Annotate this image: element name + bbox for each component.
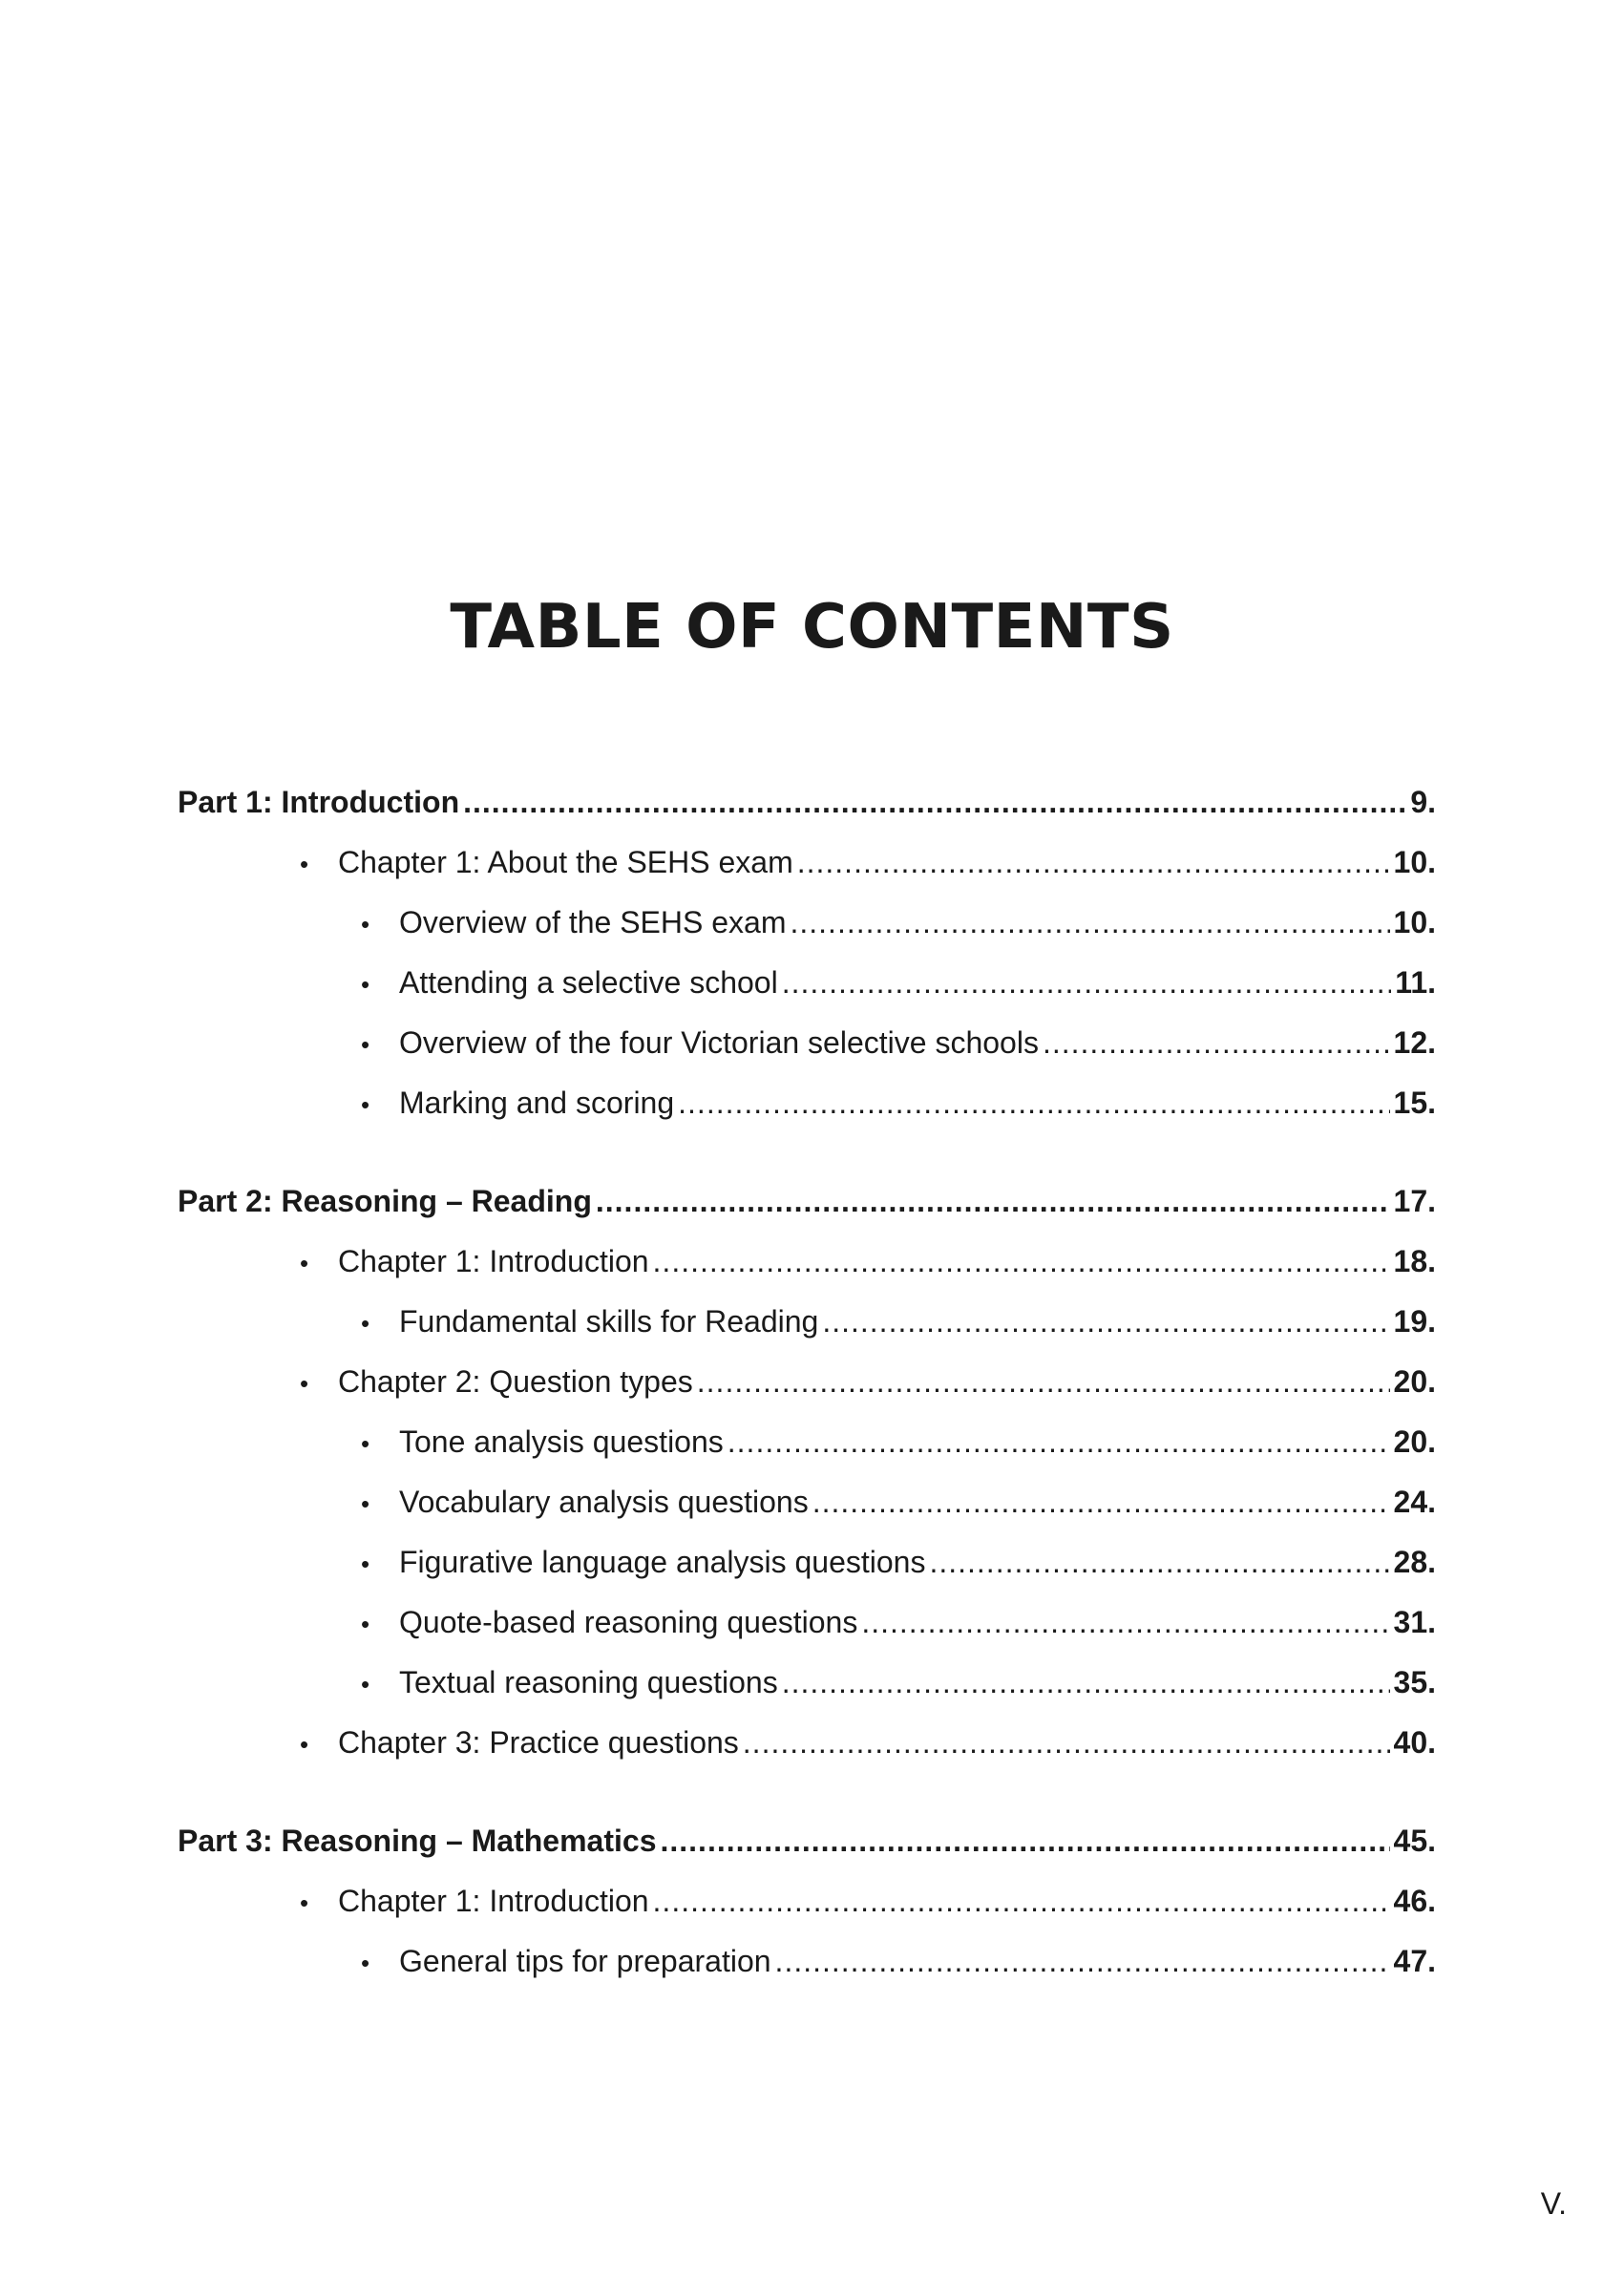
dot-leader xyxy=(678,1082,1389,1124)
toc-entry-page-number: 40. xyxy=(1393,1725,1436,1760)
toc-entry-label: Fundamental skills for Reading xyxy=(399,1304,819,1339)
dot-leader xyxy=(861,1601,1389,1643)
bullet-icon: • xyxy=(361,970,370,999)
toc-part-entry[interactable] xyxy=(178,1180,1436,1222)
toc-entry-page-number: 31. xyxy=(1393,1605,1436,1639)
toc-entry-page-number: 45. xyxy=(1393,1824,1436,1858)
dot-leader xyxy=(782,961,1392,1003)
dot-leader xyxy=(797,841,1390,883)
toc-entry-page-number: 28. xyxy=(1393,1545,1436,1579)
toc-section-entry[interactable] xyxy=(178,1940,1436,1982)
toc-entry-label: Chapter 2: Question types xyxy=(338,1364,693,1399)
page-title: TABLE OF CONTENTS xyxy=(450,592,1174,663)
bullet-icon: • xyxy=(361,1949,370,1977)
dot-leader xyxy=(822,1300,1389,1342)
toc-entry-label: Part 3: Reasoning – Mathematics xyxy=(178,1824,657,1858)
toc-entry-page-number: 46. xyxy=(1393,1884,1436,1918)
toc-section-entry[interactable] xyxy=(178,1421,1436,1463)
toc-section-entry[interactable] xyxy=(178,1661,1436,1703)
toc-entry-page-number: 19. xyxy=(1393,1304,1436,1339)
bullet-icon: • xyxy=(361,910,370,939)
bullet-icon: • xyxy=(361,1090,370,1119)
toc-entry-page-number: 15. xyxy=(1393,1086,1436,1120)
toc-entry-page-number: 35. xyxy=(1393,1665,1436,1699)
toc-chapter-entry[interactable] xyxy=(178,1880,1436,1922)
toc-entry-label: Chapter 1: Introduction xyxy=(338,1244,649,1278)
toc-section-entry[interactable] xyxy=(178,1601,1436,1643)
toc-entry-label: Overview of the four Victorian selective schools xyxy=(399,1025,1039,1060)
dot-leader xyxy=(790,901,1389,943)
toc-chapter-entry[interactable] xyxy=(178,841,1436,883)
toc-entry-page-number: 12. xyxy=(1393,1025,1436,1060)
toc-entry-label: Tone analysis questions xyxy=(399,1424,724,1459)
dot-leader xyxy=(1043,1022,1390,1064)
toc-section-entry[interactable] xyxy=(178,1082,1436,1124)
toc-entry-page-number: 47. xyxy=(1393,1944,1436,1978)
dot-leader xyxy=(653,1240,1390,1282)
bullet-icon: • xyxy=(300,1369,309,1398)
bullet-icon: • xyxy=(300,1249,309,1277)
toc-entry-label: General tips for preparation xyxy=(399,1944,771,1978)
bullet-icon: • xyxy=(361,1309,370,1338)
toc-section-entry[interactable] xyxy=(178,961,1436,1003)
dot-leader xyxy=(812,1481,1390,1523)
toc-part-entry[interactable] xyxy=(178,781,1436,823)
toc-entry-page-number: 11. xyxy=(1395,965,1436,1000)
dot-leader xyxy=(743,1721,1390,1763)
dot-leader xyxy=(697,1360,1390,1403)
toc-entry-label: Quote-based reasoning questions xyxy=(399,1605,858,1639)
toc-entry-label: Chapter 1: Introduction xyxy=(338,1884,649,1918)
page-number: V. xyxy=(1540,2186,1567,2221)
toc-part-entry[interactable] xyxy=(178,1820,1436,1862)
toc-section-entry[interactable] xyxy=(178,1481,1436,1523)
toc-entry-label: Overview of the SEHS exam xyxy=(399,905,787,939)
toc-entry-label: Vocabulary analysis questions xyxy=(399,1485,809,1519)
toc-entry-label: Chapter 3: Practice questions xyxy=(338,1725,739,1760)
toc-entry-page-number: 20. xyxy=(1393,1364,1436,1399)
toc-entry-label: Attending a selective school xyxy=(399,965,778,1000)
dot-leader xyxy=(728,1421,1390,1463)
toc-chapter-entry[interactable] xyxy=(178,1360,1436,1403)
dot-leader xyxy=(775,1940,1390,1982)
toc-entry-label: Textual reasoning questions xyxy=(399,1665,778,1699)
dot-leader xyxy=(929,1541,1389,1583)
toc-section-entry[interactable] xyxy=(178,901,1436,943)
toc-entry-page-number: 18. xyxy=(1393,1244,1436,1278)
bullet-icon: • xyxy=(361,1670,370,1698)
toc-entry-page-number: 10. xyxy=(1393,905,1436,939)
bullet-icon: • xyxy=(300,1888,309,1917)
toc-entry-page-number: 10. xyxy=(1393,845,1436,879)
toc-chapter-entry[interactable] xyxy=(178,1240,1436,1282)
dot-leader xyxy=(782,1661,1390,1703)
bullet-icon: • xyxy=(300,850,309,878)
toc-section-entry[interactable] xyxy=(178,1022,1436,1064)
bullet-icon: • xyxy=(361,1489,370,1518)
toc-entry-label: Part 2: Reasoning – Reading xyxy=(178,1184,592,1218)
toc-section-entry[interactable] xyxy=(178,1300,1436,1342)
dot-leader xyxy=(653,1880,1390,1922)
toc-entry-page-number: 17. xyxy=(1393,1184,1436,1218)
toc-entry-label: Figurative language analysis questions xyxy=(399,1545,926,1579)
bullet-icon: • xyxy=(361,1429,370,1458)
dot-leader xyxy=(463,781,1406,823)
toc-entry-page-number: 20. xyxy=(1393,1424,1436,1459)
bullet-icon: • xyxy=(361,1610,370,1638)
toc-entry-page-number: 24. xyxy=(1393,1485,1436,1519)
bullet-icon: • xyxy=(361,1550,370,1578)
toc-chapter-entry[interactable] xyxy=(178,1721,1436,1763)
toc-entry-label: Marking and scoring xyxy=(399,1086,675,1120)
toc-section-entry[interactable] xyxy=(178,1541,1436,1583)
dot-leader xyxy=(596,1180,1390,1222)
toc-entry-label: Part 1: Introduction xyxy=(178,785,460,819)
toc-entry-label: Chapter 1: About the SEHS exam xyxy=(338,845,793,879)
toc-entry-page-number: 9. xyxy=(1410,785,1436,819)
dot-leader xyxy=(660,1820,1389,1862)
bullet-icon: • xyxy=(361,1030,370,1059)
bullet-icon: • xyxy=(300,1730,309,1759)
